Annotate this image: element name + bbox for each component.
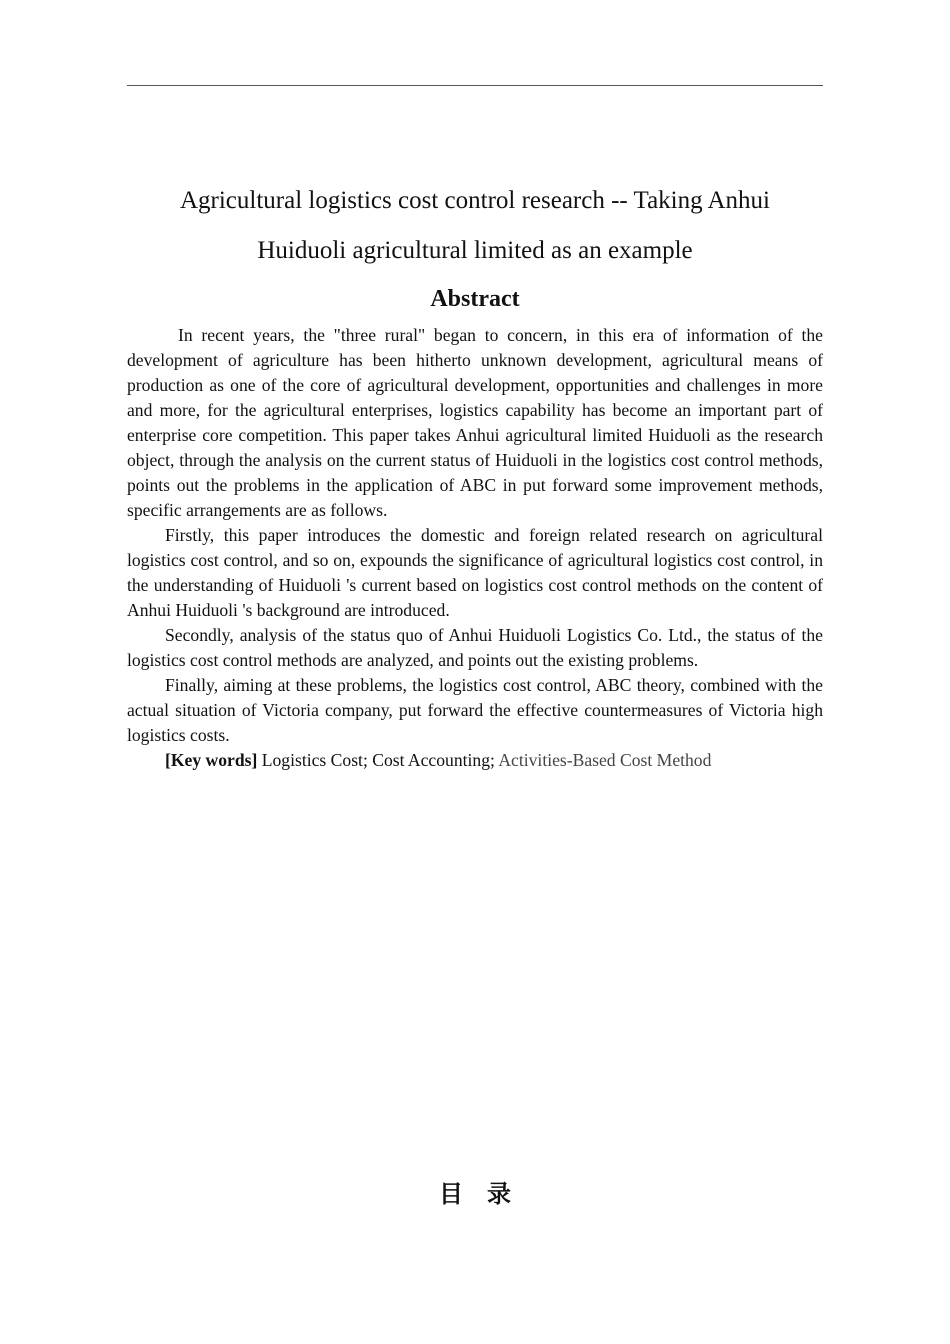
paper-title-line-1: Agricultural logistics cost control research -- Taking Anhui [179,187,770,214]
keywords-terms: Logistics Cost; Cost Accounting; [261,750,495,770]
paper-title-line-2: Huiduoli agricultural limited as an example [257,237,693,264]
table-of-contents-heading: 目录 [439,1180,535,1208]
header-rule [127,85,823,86]
keywords-line [127,748,823,773]
abstract-paragraph-4: Finally, aiming at these problems, the logistics cost control, ABC theory, combined with the actual situation of Victoria company, put forward the effective countermeasures of Victoria high logistics costs. [127,675,823,745]
abstract-body [127,323,823,773]
abstract-paragraph-2: Firstly, this paper introduces the domestic and foreign related research on agricultural logistics cost control, and so on, expounds the significance of agricultural logistics cost control, in the understanding of Huiduoli 's current based on logistics cost control methods on the content of Anhui Huiduoli 's background are introduced. [127,525,823,620]
keywords-label: [Key words] [165,750,258,770]
abstract-paragraph-1: In recent years, the "three rural" began to concern, in this era of information of the development of agriculture has been hitherto unknown development, agricultural means of production as one of the core of agricultural development, opportunities and challenges in more and more, for the agricultural enterprises, logistics capability has become an important part of enterprise core competition. This paper takes Anhui agricultural limited Huiduoli as the research object, through the analysis on the current status of Huiduoli in the logistics cost control methods, points out the problems in the application of ABC in put forward some improvement methods, specific arrangements are as follows. [127,325,823,520]
paper-title [127,176,823,276]
keywords-term-abc: Activities-Based Cost Method [498,750,712,770]
abstract-paragraph-3: Secondly, analysis of the status quo of Anhui Huiduoli Logistics Co. Ltd., the status of the logistics cost control methods are analyzed, and points out the existing problems. [127,625,823,670]
abstract-heading: Abstract [430,286,520,312]
